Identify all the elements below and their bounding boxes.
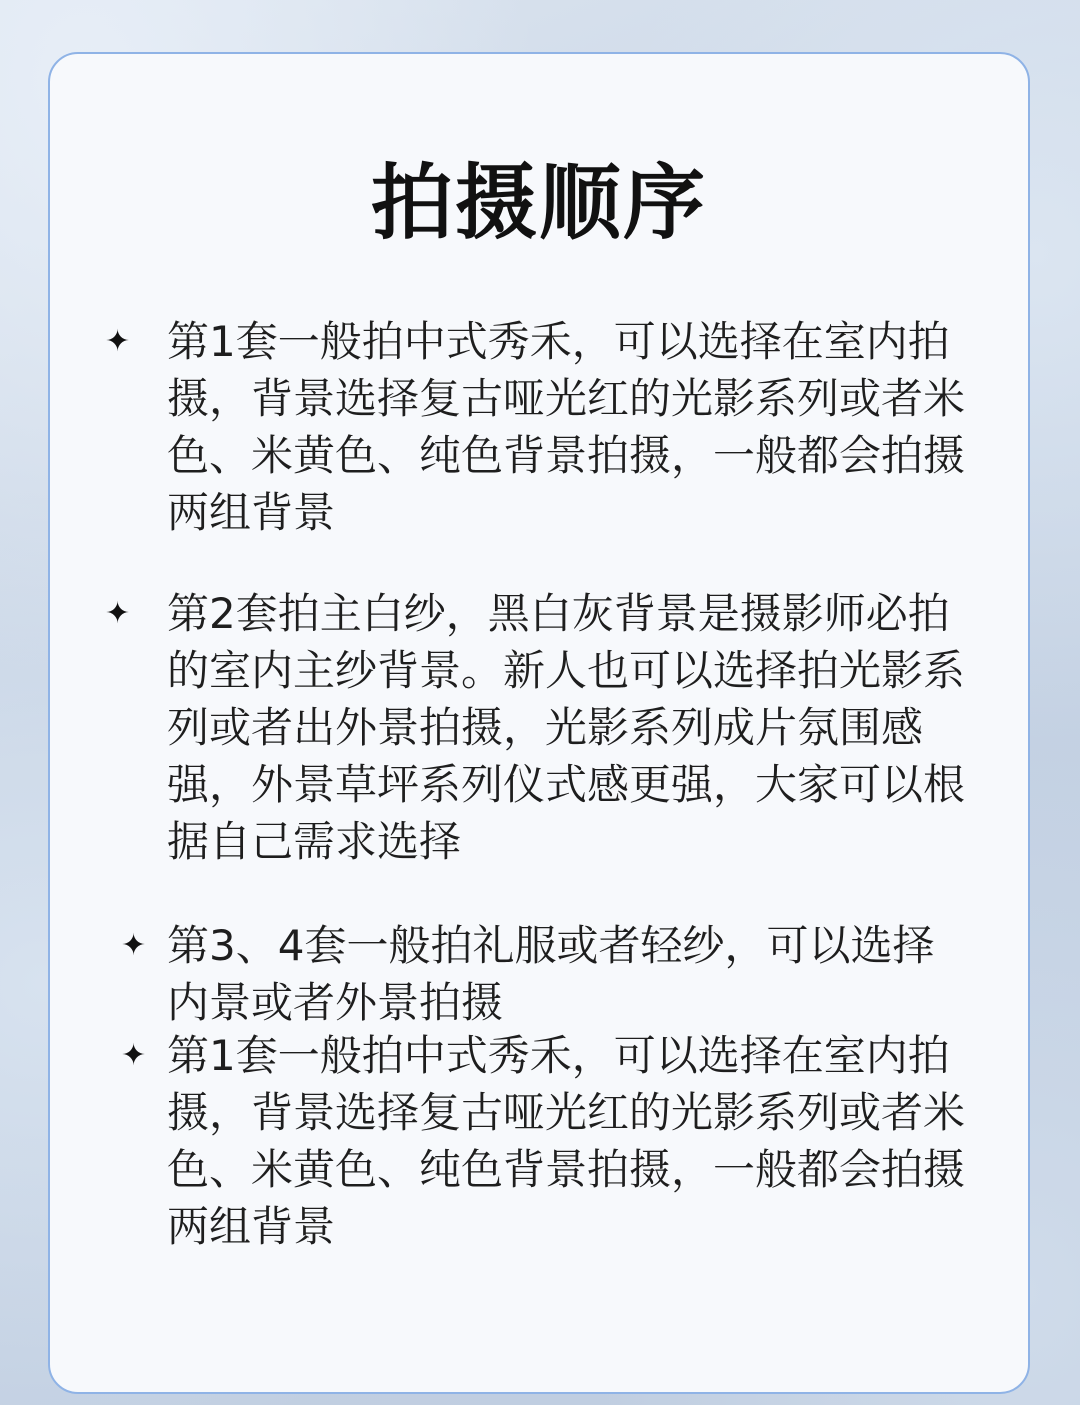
four-point-star-icon: ✦ [105,324,131,359]
list-item [105,585,967,875]
list-item [121,917,967,1031]
four-point-star-icon: ✦ [105,596,131,631]
list-item-text: 第3、4套一般拍礼服或者轻纱，可以选择内景或者外景拍摄 [167,921,935,1027]
list-item-text: 第1套一般拍中式秀禾，可以选择在室内拍摄，背景选择复古哑光红的光影系列或者米色、米黄色、纯色背景拍摄，一般都会拍摄两组背景 [167,1031,966,1251]
four-point-star-icon: ✦ [121,928,147,963]
page-title: 拍摄顺序 [370,156,707,251]
four-point-star-icon: ✦ [121,1038,147,1073]
list-item [121,1027,967,1257]
list-item-text: 第2套拍主白纱，黑白灰背景是摄影师必拍的室内主纱背景。新人也可以选择拍光影系列或者出外景拍摄，光影系列成片氛围感强，外景草坪系列仪式感更强，大家可以根据自己需求选择 [167,589,966,866]
list-item [105,313,967,543]
list-item-text: 第1套一般拍中式秀禾，可以选择在室内拍摄，背景选择复古哑光红的光影系列或者米色、米黄色、纯色背景拍摄，一般都会拍摄两组背景 [167,317,966,537]
